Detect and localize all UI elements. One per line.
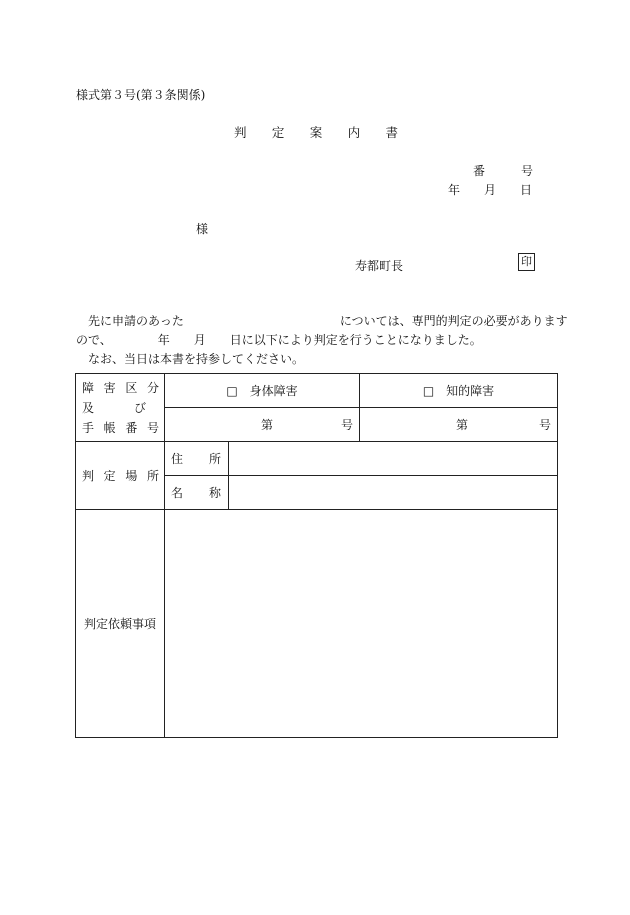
category-label-line (76, 398, 164, 418)
body-text: ので、 (76, 333, 112, 347)
month-label: 月 (193, 333, 206, 347)
label-char: 判 (82, 469, 95, 483)
category-label-line (76, 378, 164, 398)
label-char: 手 (82, 420, 95, 435)
label-char: 所 (146, 469, 159, 483)
issuer-name: 寿都町長 (355, 259, 404, 273)
physical-handbook-number-field[interactable] (165, 408, 360, 442)
label-char: 帳 (103, 420, 116, 435)
number-suffix: 号 (538, 418, 551, 432)
body-text: 先に申請のあった (88, 314, 184, 328)
intellectual-handbook-number-field[interactable] (360, 408, 558, 442)
address-field[interactable] (229, 442, 558, 476)
physical-disability-checkbox[interactable]: □ 身体障害 (165, 374, 360, 408)
number-label: 番 (473, 164, 486, 178)
title-char: 書 (385, 125, 398, 140)
label-char: び (133, 400, 146, 415)
body-text: なお、当日は本書を持参してください。 (88, 352, 305, 366)
body-text: す (555, 314, 568, 328)
label-char: 害 (103, 380, 116, 395)
issue-date-line (448, 181, 532, 198)
document-title (234, 123, 398, 141)
label-char: 名 (171, 486, 184, 500)
label-char: 定 (103, 469, 116, 483)
table-row (76, 374, 558, 408)
body-line-3 (76, 350, 558, 367)
label-char: 称 (208, 486, 221, 500)
title-char: 案 (309, 125, 323, 140)
label-char: 番 (125, 420, 138, 435)
body-text: 日に以下により判定を行うことになりました。 (229, 333, 482, 347)
title-char: 内 (347, 125, 361, 140)
body-line-1 (76, 312, 568, 329)
label-char: 分 (146, 380, 159, 395)
label-char: 区 (125, 380, 138, 395)
title-char: 定 (271, 125, 285, 140)
title-char: 判 (234, 125, 247, 140)
label-char: 号 (146, 420, 159, 435)
intellectual-disability-checkbox[interactable]: □ 知的障害 (360, 374, 558, 408)
number-prefix: 第 (261, 418, 274, 432)
label-char: 障 (82, 380, 95, 395)
month-label: 月 (483, 183, 496, 197)
document-number-line (473, 162, 533, 179)
seal-mark: 印 (518, 253, 535, 271)
body-text: については、専門的判定の必要がありま (339, 314, 556, 328)
label-char: 場 (125, 469, 138, 483)
label-char: 住 (171, 452, 184, 466)
label-char: 及 (82, 400, 95, 415)
table-row (76, 442, 558, 476)
number-suffix: 号 (520, 164, 533, 178)
body-line-2 (76, 331, 558, 348)
year-label: 年 (157, 333, 170, 347)
category-label-line (76, 418, 164, 438)
address-label-cell (165, 442, 229, 476)
form-number: 様式第３号(第３条関係) (76, 88, 206, 102)
addressee-honorific: 様 (196, 222, 209, 236)
label-char: 所 (208, 452, 221, 466)
assessment-table (75, 373, 558, 738)
number-suffix: 号 (340, 418, 353, 432)
day-label: 日 (519, 183, 532, 197)
table-row (76, 510, 558, 738)
place-label-cell (76, 442, 165, 510)
name-field[interactable] (229, 476, 558, 510)
request-label-cell: 判定依頼事項 (76, 510, 165, 738)
year-label: 年 (448, 183, 461, 197)
request-details-field[interactable] (165, 510, 558, 738)
category-label-cell (76, 374, 165, 442)
number-prefix: 第 (456, 418, 469, 432)
name-label-cell (165, 476, 229, 510)
